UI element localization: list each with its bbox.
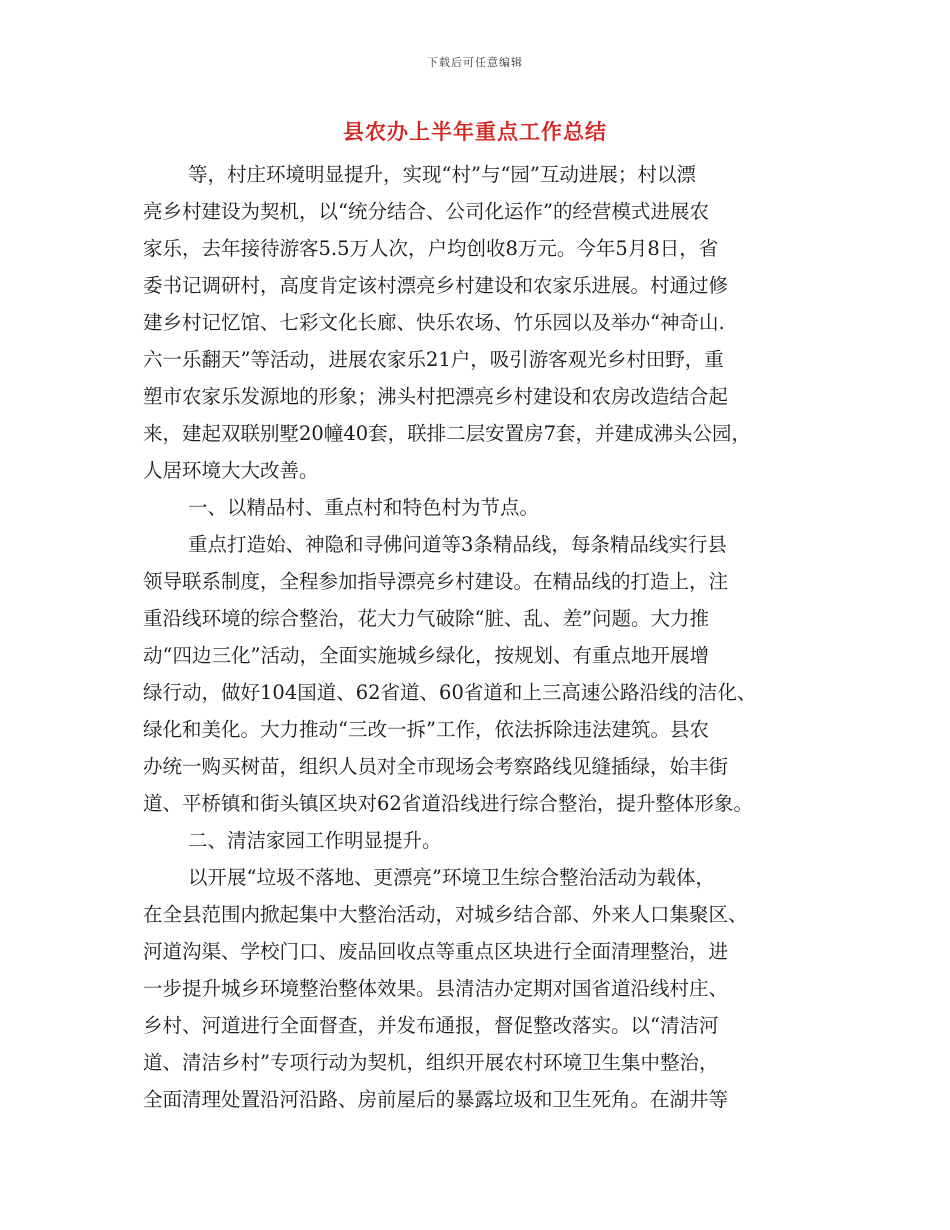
- body-line: 以开展“垃圾不落地、更漂亮”环境卫生综合整治活动为载体，: [188, 866, 715, 889]
- body-line: 来，建起双联别墅20幢40套，联排二层安置房7套，并建成沸头公园，: [143, 422, 752, 445]
- body-line: 塑市农家乐发源地的形象；沸头村把漂亮乡村建设和农房改造结合起: [143, 385, 729, 408]
- body-line: 亮乡村建设为契机，以“统分结合、公司化运作”的经营模式进展农: [143, 200, 709, 223]
- body-line: 在全县范围内掀起集中大整治活动，对城乡结合部、外来人口集聚区、: [143, 903, 748, 926]
- body-line: 等，村庄环境明显提升，实现“村”与“园”互动进展；村以漂: [188, 163, 696, 186]
- body-line: 委书记调研村，高度肯定该村漂亮乡村建设和农家乐进展。村通过修: [143, 274, 729, 297]
- body-line: 人居环境大大改善。: [143, 459, 319, 482]
- body-line: 六一乐翻天”等活动，进展农家乐21户，吸引游客观光乡村田野，重: [143, 348, 724, 371]
- body-line: 建乡村记忆馆、七彩文化长廊、快乐农场、竹乐园以及举办“神奇山.: [143, 311, 725, 334]
- body-line: 道、平桥镇和街头镇区块对62省道沿线进行综合整治，提升整体形象。: [143, 792, 753, 815]
- body-line: 动“四边三化”活动，全面实施城乡绿化，按规划、有重点地开展增: [143, 644, 709, 667]
- body-line: 二、清洁家园工作明显提升。: [188, 829, 442, 852]
- document-body: [143, 156, 805, 1118]
- body-line: 办统一购买树苗，组织人员对全市现场会考察路线见缝插绿，始丰街: [143, 755, 729, 778]
- body-line: 领导联系制度，全程参加指导漂亮乡村建设。在精品线的打造上，注: [143, 570, 729, 593]
- body-line: 道、清洁乡村”专项行动为契机，组织开展农村环境卫生集中整治，: [143, 1051, 719, 1074]
- document-title: 县农办上半年重点工作总结: [343, 119, 607, 144]
- body-line: 河道沟渠、学校门口、废品回收点等重点区块进行全面清理整治，进: [143, 940, 729, 963]
- body-line: 乡村、河道进行全面督查，并发布通报，督促整改落实。以“清洁河: [143, 1014, 719, 1037]
- body-line: 绿行动，做好104国道、62省道、60省道和上三高速公路沿线的洁化、: [143, 681, 757, 704]
- body-line: 家乐，去年接待游客5.5万人次，户均创收8万元。今年5月8日，省: [143, 237, 719, 260]
- body-line: 一、以精品村、重点村和特色村为节点。: [188, 496, 540, 519]
- body-line: 重点打造始、神隐和寻佛问道等3条精品线，每条精品线实行县: [188, 533, 727, 556]
- body-line: 重沿线环境的综合整治，花大力气破除“脏、乱、差”问题。大力推: [143, 607, 709, 630]
- body-line: 绿化和美化。大力推动“三改一拆”工作，依法拆除违法建筑。县农: [143, 718, 709, 741]
- header-note: 下载后可任意编辑: [427, 56, 523, 69]
- body-line: 全面清理处置沿河沿路、房前屋后的暴露垃圾和卫生死角。在湖井等: [143, 1088, 729, 1111]
- body-line: 一步提升城乡环境整治整体效果。县清洁办定期对国省道沿线村庄、: [143, 977, 729, 1000]
